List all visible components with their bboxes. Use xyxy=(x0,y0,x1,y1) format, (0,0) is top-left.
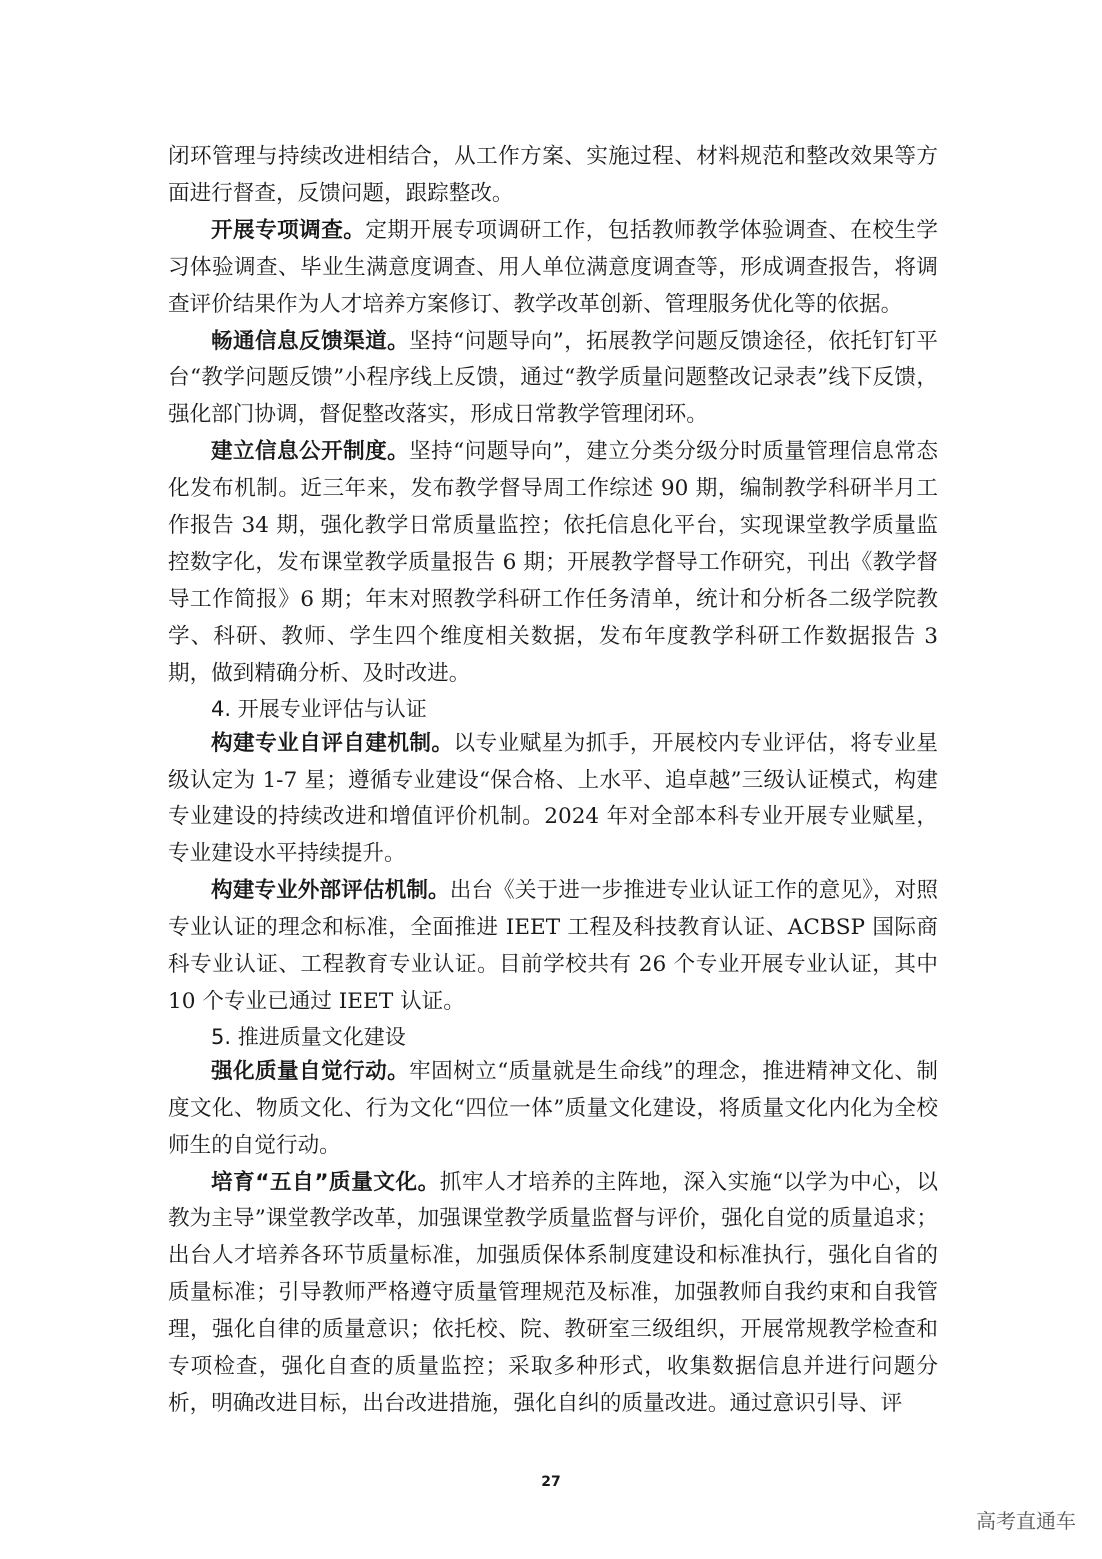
paragraph-lead: 构建专业自评自建机制。 xyxy=(211,730,454,756)
paragraph-lead: 畅通信息反馈渠道。 xyxy=(211,328,410,354)
paragraph-quality-action xyxy=(168,1054,938,1165)
paragraph-continuation xyxy=(168,139,938,213)
paragraph-text: 闭环管理与持续改进相结合，从工作方案、实施过程、材料规范和整改效果等方面进行督查，反馈问题，跟踪整改。 xyxy=(168,144,938,206)
paragraph-special-survey xyxy=(168,213,938,324)
document-body xyxy=(168,139,938,1423)
section-heading-4: 4. 开展专业评估与认证 xyxy=(211,696,427,721)
paragraph-external-evaluation xyxy=(168,873,938,1021)
paragraph-lead: 建立信息公开制度。 xyxy=(211,439,410,465)
paragraph-self-evaluation xyxy=(168,726,938,874)
paragraph-lead: 强化质量自觉行动。 xyxy=(211,1058,410,1084)
paragraph-lead: 开展专项调查。 xyxy=(211,217,366,243)
paragraph-text: 定期开展专项调研工作，包括教师教学体验调查、在校生学习体验调查、毕业生满意度调查、用人单位满意度调查等，形成调查报告，将调查评价结果作为人才培养方案修订、教学改革创新、管理服务优化等的依据。 xyxy=(168,217,938,317)
paragraph-text: 出台《关于进一步推进专业认证工作的意见》，对照专业认证的理念和标准，全面推进 IEET 工程及科技教育认证、ACBSP 国际商科专业认证、工程教育专业认证。目前学校共有 26 个专业开展专业认证，其中 10 个专业已通过 IEET 认证。 xyxy=(168,878,938,1014)
watermark: 高考直通车 xyxy=(976,1509,1076,1533)
paragraph-text: 以专业赋星为抓手，开展校内专业评估，将专业星级认定为 1-7 星；遵循专业建设“保合格、上水平、追卓越”三级认证模式，构建专业建设的持续改进和增值评价机制。2024 年对全部本科专业开展专业赋星，专业建设水平持续提升。 xyxy=(168,730,938,867)
paragraph-feedback-channel xyxy=(168,324,938,435)
paragraph-lead: 构建专业外部评估机制。 xyxy=(211,878,450,904)
section-heading-5: 5. 推进质量文化建设 xyxy=(211,1024,406,1049)
page-number: 27 xyxy=(541,1474,561,1490)
paragraph-lead: 培育“五自”质量文化。 xyxy=(211,1169,440,1195)
paragraph-info-disclosure xyxy=(168,434,938,692)
paragraph-five-self-culture xyxy=(168,1165,938,1423)
paragraph-text: 坚持“问题导向”，拓展教学问题反馈途径，依托钉钉平台“教学问题反馈”小程序线上反馈，通过“教学质量问题整改记录表”线下反馈，强化部门协调，督促整改落实，形成日常教学管理闭环。 xyxy=(168,328,938,428)
paragraph-text: 牢固树立“质量就是生命线”的理念，推进精神文化、制度文化、物质文化、行为文化“四位一体”质量文化建设，将质量文化内化为全校师生的自觉行动。 xyxy=(168,1058,938,1158)
paragraph-text: 坚持“问题导向”，建立分类分级分时质量管理信息常态化发布机制。近三年来，发布教学督导周工作综述 90 期，编制教学科研半月工作报告 34 期，强化教学日常质量监控；依托信息化平台，实现课堂教学质量监控数字化，发布课堂教学质量报告 6 期；开展教学督导工作研究，刊出《教学督导工作简报》6 期；年末对照教学科研工作任务清单，统计和分析各二级学院教学、科研、教师、学生四个维度相关数据，发布年度教学科研工作数据报告 3 期，做到精确分析、及时改进。 xyxy=(168,439,938,686)
paragraph-text: 抓牢人才培养的主阵地，深入实施“以学为中心，以教为主导”课堂教学改革，加强课堂教学质量监督与评价，强化自觉的质量追求；出台人才培养各环节质量标准，加强质保体系制度建设和标准执行，强化自省的质量标准；引导教师严格遵守质量管理规范及标准，加强教师自我约束和自我管理，强化自律的质量意识；依托校、院、教研室三级组织，开展常规教学检查和专项检查，强化自查的质量监控；采取多种形式，收集数据信息并进行问题分析，明确改进目标，出台改进措施，强化自纠的质量改进。通过意识引导、评 xyxy=(168,1169,938,1416)
